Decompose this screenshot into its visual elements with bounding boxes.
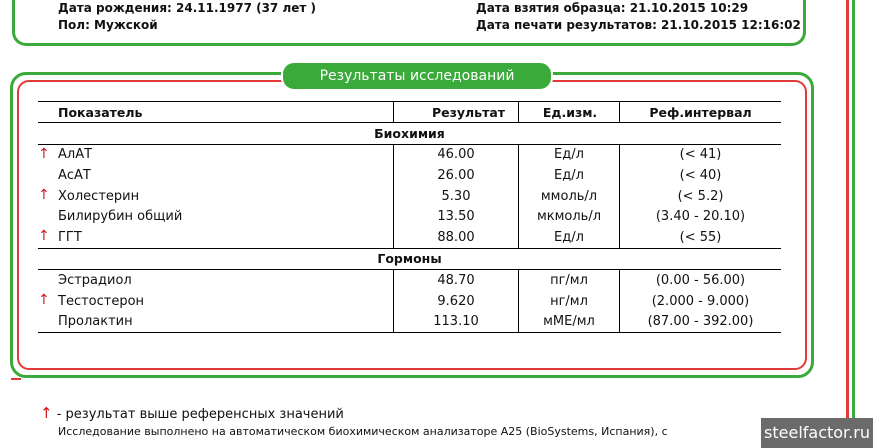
row-ref: (< 41) — [620, 144, 782, 165]
arrow-up-icon: ↑ — [40, 404, 53, 422]
decor-stripe-green — [852, 0, 855, 448]
row-name-text: Пролактин — [58, 314, 133, 330]
arrow-up-icon: ↑ — [38, 145, 50, 162]
table-row — [38, 227, 781, 248]
arrow-up-icon: ↑ — [38, 291, 50, 308]
row-ref: (2.000 - 9.000) — [620, 291, 782, 312]
row-name — [38, 227, 394, 248]
row-result: 9.620 — [394, 291, 519, 312]
row-name-text: АлАТ — [58, 147, 93, 163]
row-result: 48.70 — [394, 270, 519, 291]
row-unit: Ед/л — [519, 165, 620, 186]
row-unit: мМЕ/мл — [519, 311, 620, 332]
row-name — [38, 311, 394, 332]
row-name-text: Эстрадиол — [58, 272, 132, 288]
results-table — [38, 101, 781, 333]
sample-date: Дата взятия образца: 21.10.2015 10:29 — [476, 1, 749, 15]
arrow-up-icon: ↑ — [38, 227, 50, 244]
row-unit: мкмоль/л — [519, 206, 620, 227]
row-name — [38, 270, 394, 291]
legend-text: - результат выше референсных значений — [52, 407, 344, 422]
group-name: Гормоны — [377, 251, 442, 267]
row-unit: нг/мл — [519, 291, 620, 312]
row-name — [38, 144, 394, 165]
table-row — [38, 186, 781, 207]
row-result: 26.00 — [394, 165, 519, 186]
header-unit: Ед.изм. — [519, 102, 620, 123]
row-result: 46.00 — [394, 144, 519, 165]
row-name — [38, 186, 394, 207]
row-name — [38, 165, 394, 186]
row-ref: (3.40 - 20.10) — [620, 206, 782, 227]
row-unit: пг/мл — [519, 270, 620, 291]
row-result: 5.30 — [394, 186, 519, 207]
group-name: Биохимия — [374, 125, 445, 141]
group-header-row — [38, 123, 781, 145]
row-ref: (0.00 - 56.00) — [620, 270, 782, 291]
row-name-text: Тестостерон — [58, 293, 145, 309]
sex: Пол: Мужской — [58, 18, 158, 32]
row-result: 13.50 — [394, 206, 519, 227]
row-unit: Ед/л — [519, 144, 620, 165]
section-title: Результаты исследований — [281, 61, 553, 91]
row-ref: (< 5.2) — [620, 186, 782, 207]
row-result: 88.00 — [394, 227, 519, 248]
table-row — [38, 206, 781, 227]
decor-stripe-red — [846, 0, 849, 448]
watermark: steelfactor.ru — [761, 418, 873, 448]
decor-mark — [11, 378, 21, 380]
footnote: Исследование выполнено на автоматическом биохимическом анализаторе A25 (BioSystems, Испания), с — [58, 425, 668, 438]
row-name-text: АсАТ — [58, 167, 91, 183]
group-header-row — [38, 248, 781, 270]
row-name-text: ГГТ — [58, 229, 82, 245]
row-name-text: Холестерин — [58, 188, 140, 204]
table-row — [38, 291, 781, 312]
row-ref: (< 55) — [620, 227, 782, 248]
row-name — [38, 291, 394, 312]
table-row — [38, 165, 781, 186]
birth-date: Дата рождения: 24.11.1977 (37 лет ) — [58, 1, 316, 15]
row-name-text: Билирубин общий — [58, 209, 183, 225]
header-result: Результат — [394, 102, 519, 123]
header-ref: Реф.интервал — [620, 102, 782, 123]
row-ref: (< 40) — [620, 165, 782, 186]
row-name — [38, 206, 394, 227]
legend — [40, 404, 344, 422]
table-header-row — [38, 102, 781, 123]
arrow-up-icon: ↑ — [38, 186, 50, 203]
header-parameter: Показатель — [58, 104, 143, 120]
table-row — [38, 270, 781, 291]
row-ref: (87.00 - 392.00) — [620, 311, 782, 332]
table-row — [38, 311, 781, 332]
row-unit: ммоль/л — [519, 186, 620, 207]
table-row — [38, 144, 781, 165]
row-unit: Ед/л — [519, 227, 620, 248]
row-result: 113.10 — [394, 311, 519, 332]
print-date: Дата печати результатов: 21.10.2015 12:16:02 — [476, 18, 801, 32]
